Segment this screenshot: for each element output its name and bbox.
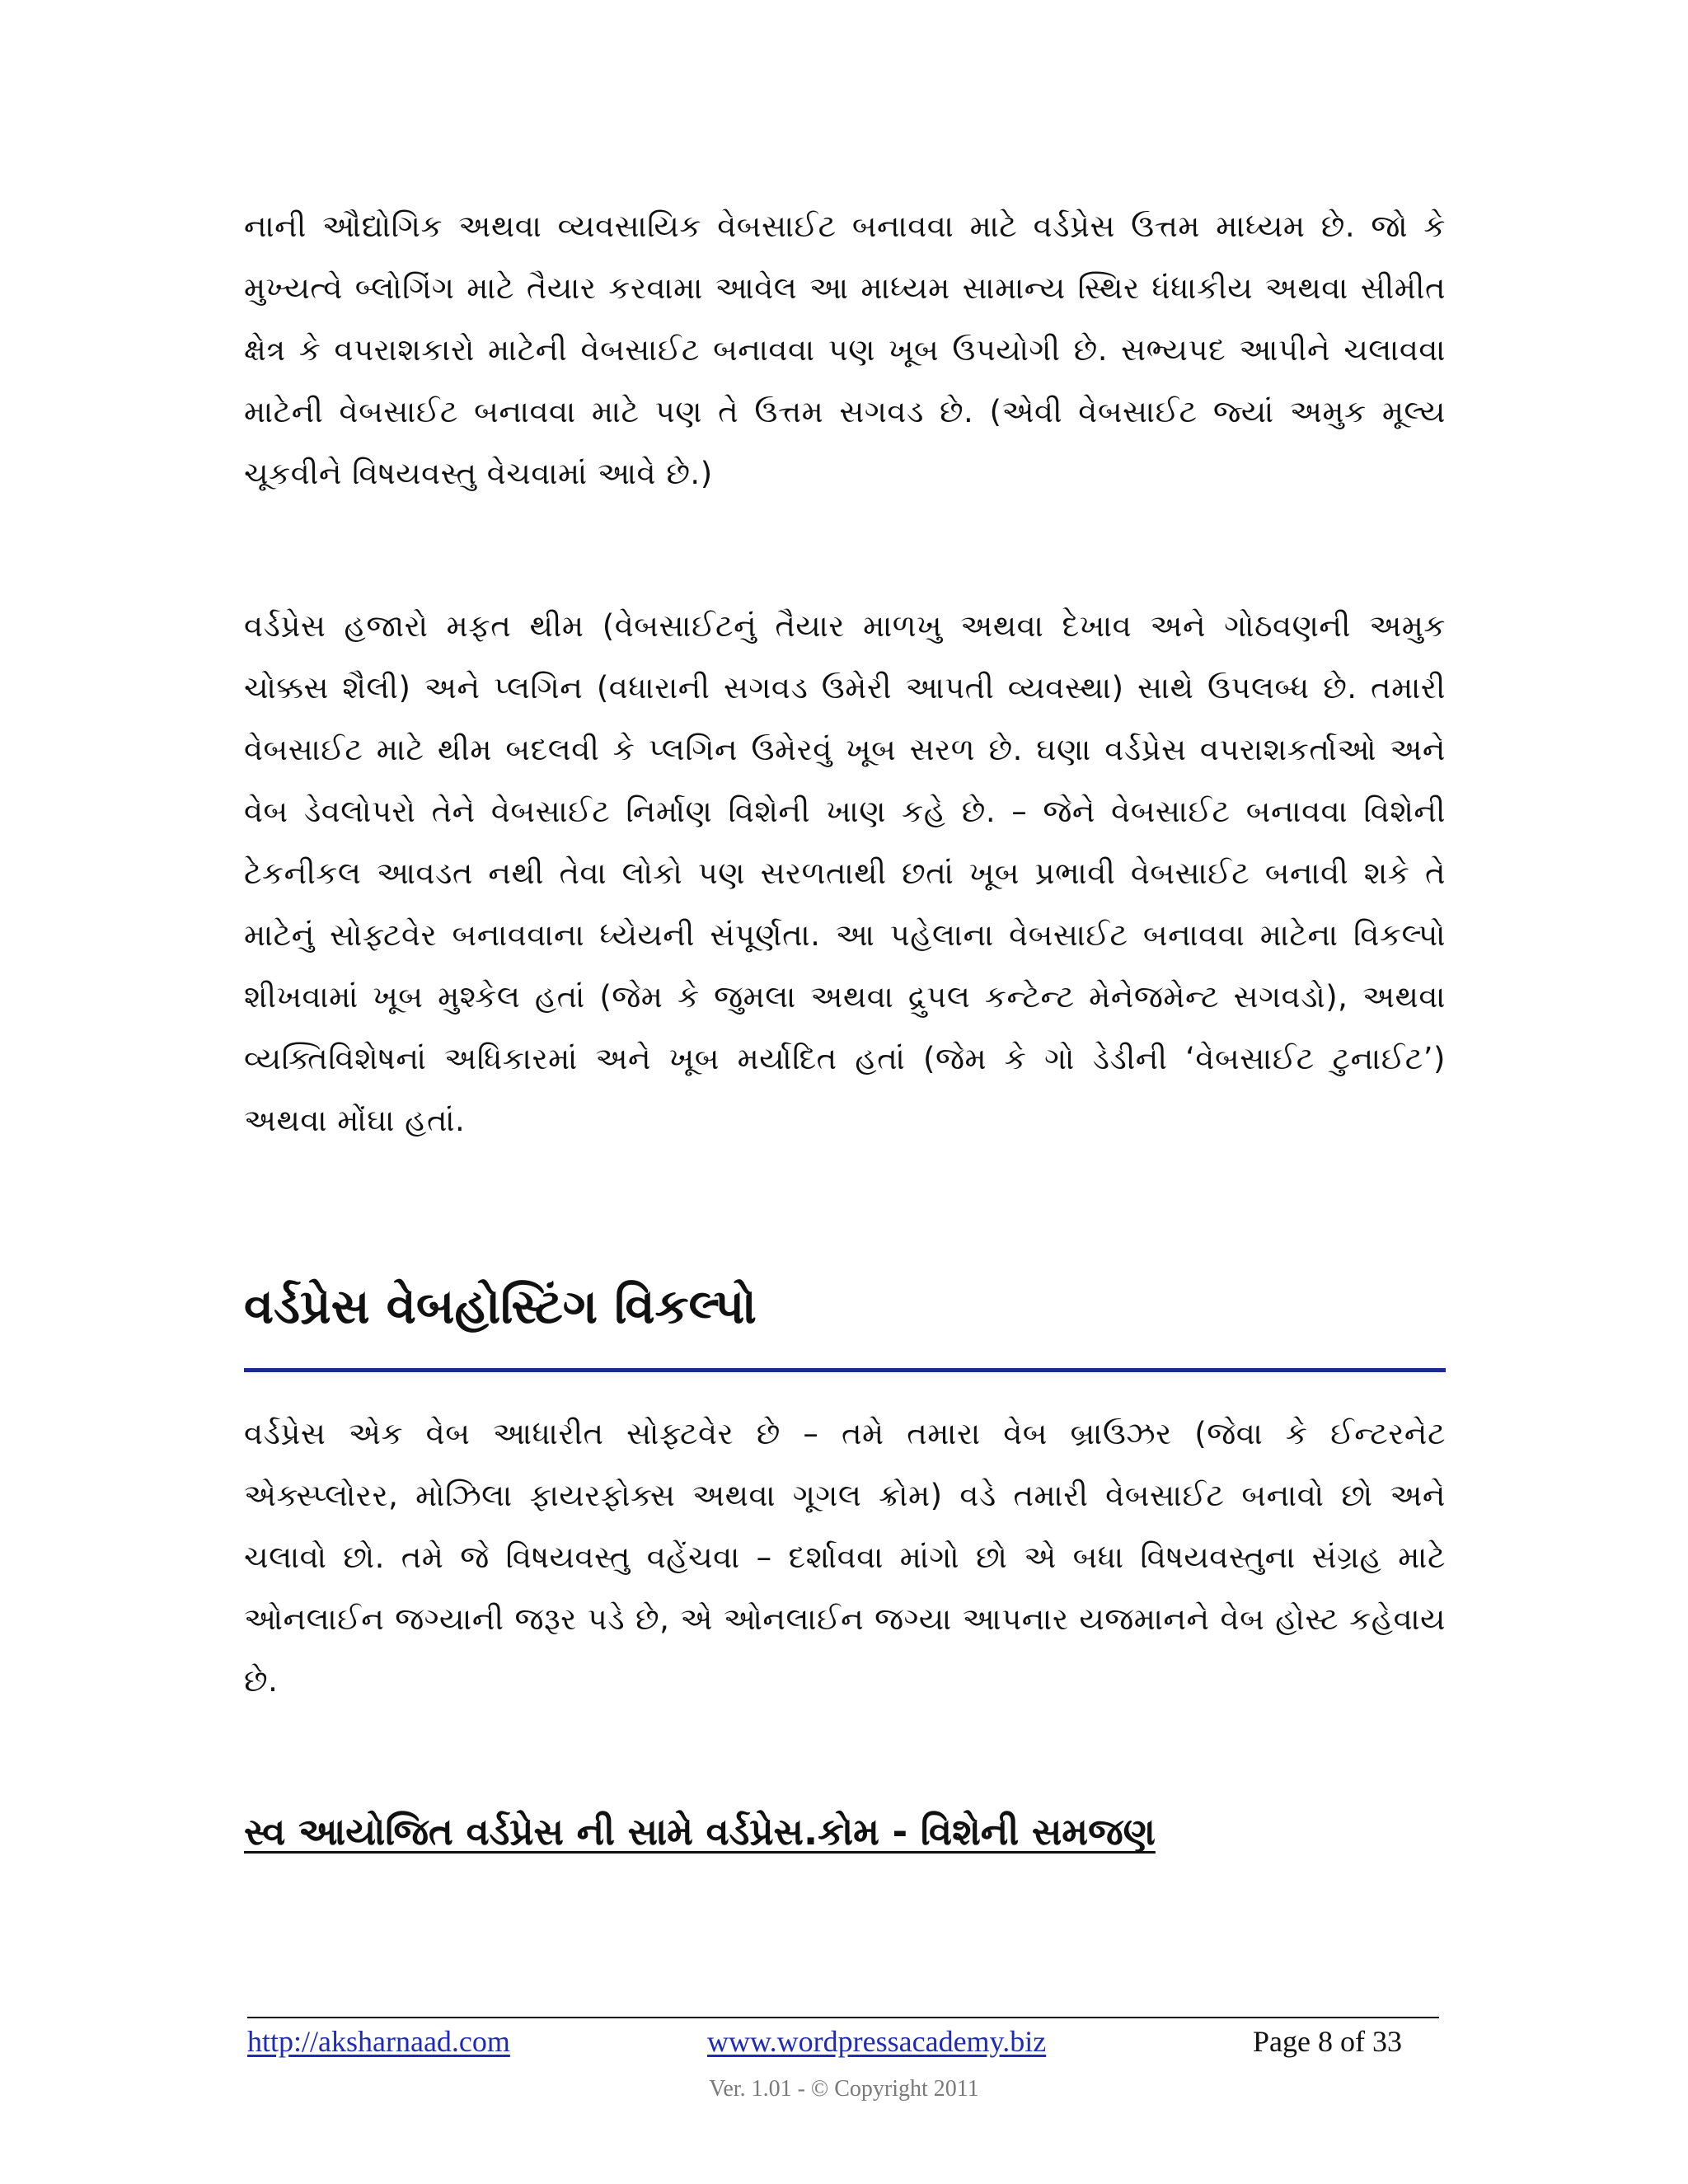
body-paragraph: નાની ઔદ્યોગિક અથવા વ્યવસાયિક વેબસાઈટ બનાવવા માટે વર્ડપ્રેસ ઉત્તમ માધ્યમ છે. જો કે મુખ્યત્વે બ્લોગિંગ માટે તૈયાર કરવામા આવેલ આ માધ્યમ સામાન્ય સ્થિર ધંધાકીય અથવા સીમીત ક્ષેત્ર કે વપરાશકારો માટેની વેબસાઈટ બનાવવા પણ ખૂબ ઉપયોગી છે. સભ્યપદ આપીને ચલાવવા માટેની વેબસાઈટ બનાવવા માટે પણ તે ઉત્તમ સગવડ છે. (એવી વેબસાઈટ જ્યાં અમુક મૂલ્ય ચૂકવીને વિષયવસ્તુ વેચવામાં આવે છે.): [244, 209, 1446, 491]
footer-divider: [247, 2017, 1439, 2018]
page-number: Page 8 of 33: [1253, 2025, 1402, 2058]
sub-heading: સ્વ આયોજિત વર્ડપ્રેસ ની સામે વર્ડપ્રેસ.કોમ - વિશેની સમજણ: [244, 1810, 1156, 1854]
heading-divider: [244, 1368, 1446, 1372]
section-heading: વર્ડપ્રેસ વેબહોસ્ટિંગ વિકલ્પો: [244, 1278, 757, 1334]
body-paragraph: વર્ડપ્રેસ એક વેબ આધારીત સોફ્ટવેર છે – તમે તમારા વેબ બ્રાઉઝર (જેવા કે ઈન્ટરનેટ એક્સ્પ્લોરર, મોઝિલા ફાયરફોક્સ અથવા ગૂગલ ક્રોમ) વડે તમારી વેબસાઈટ બનાવો છો અને ચલાવો છો. તમે જે વિષયવસ્તુ વહેંચવા – દર્શાવવા માંગો છો એ બધા વિષયવસ્તુના સંગ્રહ માટે ઓનલાઈન જગ્યાની જરૂર પડે છે, એ ઓનલાઈન જગ્યા આપનાર યજમાનને વેબ હોસ્ટ કહેવાય છે.: [244, 1416, 1446, 1699]
body-paragraph: વર્ડપ્રેસ હજારો મફત થીમ (વેબસાઈટનું તૈયાર માળખુ અથવા દેખાવ અને ગોઠવણની અમુક ચોક્કસ શૈલી) અને પ્લગિન (વધારાની સગવડ ઉમેરી આપતી વ્યવસ્થા) સાથે ઉપલબ્ધ છે. તમારી વેબસાઈટ માટે થીમ બદલવી કે પ્લગિન ઉમેરવું ખૂબ સરળ છે. ઘણા વર્ડપ્રેસ વપરાશકર્તાઓ અને વેબ ડેવલોપરો તેને વેબસાઈટ નિર્માણ વિશેની ખાણ કહે છે. – જેને વેબસાઈટ બનાવવા વિશેની ટેકનીકલ આવડત નથી તેવા લોકો પણ સરળતાથી છતાં ખૂબ પ્રભાવી વેબસાઈટ બનાવી શકે તે માટેનું સોફ્ટવેર બનાવવાના ધ્યેયની સંપૂર્ણતા. આ પહેલાના વેબસાઈટ બનાવવા માટેના વિકલ્પો શીખવામાં ખૂબ મુશ્કેલ હતાં (જેમ કે જુમલા અથવા દ્રુપલ કન્ટેન્ટ મેનેજમેન્ટ સગવડો), અથવા વ્યક્તિવિશેષનાં અધિકારમાં અને ખૂબ મર્યાદિત હતાં (જેમ કે ગો ડેડીની ‘વેબસાઈટ ટુનાઈટ’) અથવા મોંઘા હતાં.: [244, 608, 1446, 1138]
footer-link-wordpressacademy[interactable]: www.wordpressacademy.biz: [707, 2025, 1047, 2058]
copyright-notice: Ver. 1.01 - © Copyright 2011: [709, 2076, 979, 2102]
footer-link-aksharnaad[interactable]: http://aksharnaad.com: [247, 2025, 510, 2058]
